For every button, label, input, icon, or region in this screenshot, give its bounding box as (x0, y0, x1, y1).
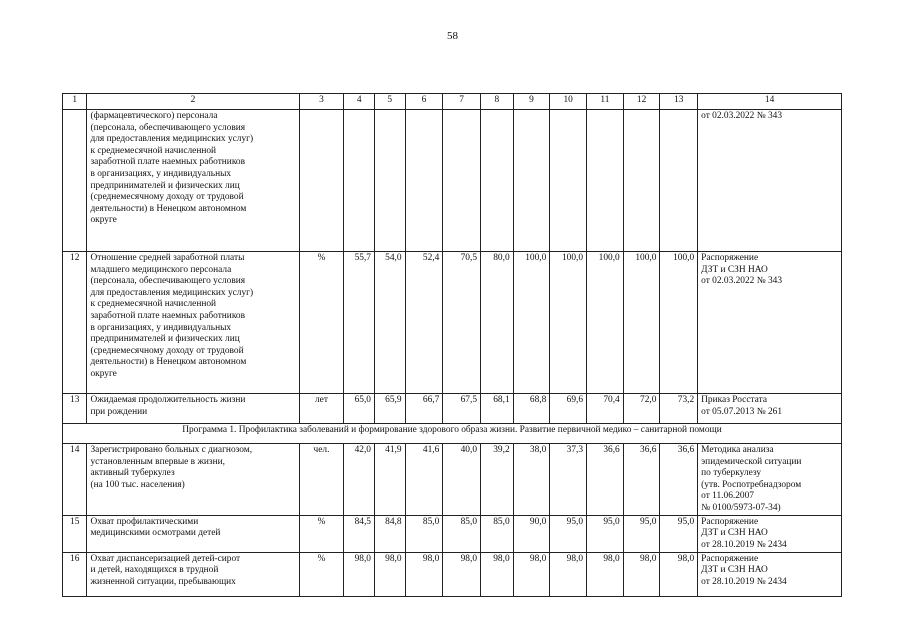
source-document-line: от 11.06.2007 (701, 491, 754, 502)
header-cell: 1 (63, 94, 87, 110)
source-document-line: Приказ Росстата (701, 395, 767, 405)
source-document-line: Распоряжение (701, 516, 759, 527)
value-cell: 39,2 (481, 444, 514, 516)
value-cell: 65,0 (344, 394, 375, 424)
source-document-line: № 0100/5973-07-34) (701, 502, 781, 513)
indicator-name (87, 394, 299, 424)
page-number: 58 (447, 30, 458, 42)
indicator-name-line: Охват диспансеризацией детей-сирот (90, 553, 241, 564)
unit-cell (299, 110, 344, 252)
unit-cell: % (299, 252, 344, 394)
header-cell: 9 (513, 94, 550, 110)
value-cell: 68,1 (481, 394, 514, 424)
indicator-name-line: установленным впервые в жизни, (90, 456, 226, 467)
value-cell: 95,0 (587, 515, 624, 552)
indicator-name-line: к среднемесячной начисленной (90, 299, 217, 310)
value-cell: 80,0 (481, 252, 514, 394)
value-cell: 98,0 (481, 552, 514, 596)
indicator-name-line: (среднемесячному доходу от трудовой (90, 345, 244, 356)
value-cell: 98,0 (344, 552, 375, 596)
table-header-row (63, 94, 842, 110)
value-cell (374, 110, 405, 252)
header-cell: 7 (443, 94, 481, 110)
indicator-name-line: жизненной ситуации, пребывающих (90, 576, 236, 587)
header-cell: 14 (698, 94, 842, 110)
value-cell: 36,6 (623, 444, 660, 516)
value-cell: 54,0 (374, 252, 405, 394)
value-cell (513, 110, 550, 252)
indicator-name-line: заработной плате наемных работников (90, 157, 246, 168)
source-document-line: от 28.10.2019 № 2434 (701, 539, 787, 550)
table-row (63, 394, 842, 424)
source-document (698, 444, 842, 516)
header-cell: 10 (550, 94, 587, 110)
indicator-name-line: в организациях, у индивидуальных (90, 168, 232, 179)
indicator-name-line: в организациях, у индивидуальных (90, 322, 232, 333)
value-cell: 68,8 (513, 394, 550, 424)
value-cell: 85,0 (481, 515, 514, 552)
source-document-line: Распоряжение (701, 253, 759, 263)
value-cell: 98,0 (550, 552, 587, 596)
source-document-line: эпидемической ситуации (701, 456, 802, 467)
value-cell: 65,9 (374, 394, 405, 424)
value-cell: 38,0 (513, 444, 550, 516)
header-cell: 4 (344, 94, 375, 110)
value-cell: 66,7 (405, 394, 443, 424)
source-document-line: (утв. Роспотребнадзором (701, 479, 802, 490)
table-row (63, 552, 842, 596)
value-cell: 70,4 (587, 394, 624, 424)
indicator-name-line: деятельности) в Ненецком автономном (90, 203, 247, 214)
indicator-name-line: заработной плате наемных работников (90, 310, 246, 321)
value-cell: 36,6 (660, 444, 698, 516)
value-cell: 100,0 (550, 252, 587, 394)
unit-cell: чел. (299, 444, 344, 516)
value-cell: 40,0 (443, 444, 481, 516)
value-cell: 100,0 (587, 252, 624, 394)
unit-cell: % (299, 552, 344, 596)
value-cell: 98,0 (405, 552, 443, 596)
source-document-line: ДЗТ и СЗН НАО (701, 264, 768, 275)
value-cell: 90,0 (513, 515, 550, 552)
source-document-line: от 02.03.2022 № 343 (701, 111, 783, 121)
source-document (698, 110, 842, 252)
value-cell: 95,0 (660, 515, 698, 552)
value-cell: 98,0 (587, 552, 624, 596)
value-cell: 98,0 (513, 552, 550, 596)
value-cell: 42,0 (344, 444, 375, 516)
row-number: 16 (63, 552, 87, 596)
value-cell: 41,6 (405, 444, 443, 516)
header-cell: 11 (587, 94, 624, 110)
indicator-name-line: округе (90, 368, 117, 379)
source-document-line: Распоряжение (701, 553, 759, 564)
header-cell: 12 (623, 94, 660, 110)
source-document (698, 552, 842, 596)
indicator-name (87, 444, 299, 516)
row-number: 15 (63, 515, 87, 552)
value-cell: 55,7 (344, 252, 375, 394)
header-cell: 8 (481, 94, 514, 110)
indicator-name-line: (персонала, обеспечивающего условия (90, 122, 246, 133)
indicator-name-line: к среднемесячной начисленной (90, 145, 217, 156)
indicator-name-line: Зарегистрировано больных с диагнозом, (90, 445, 253, 455)
value-cell: 100,0 (660, 252, 698, 394)
indicator-name-line: активный туберкулез (90, 468, 175, 479)
value-cell (443, 110, 481, 252)
source-document (698, 252, 842, 394)
value-cell: 98,0 (623, 552, 660, 596)
source-document-line: от 05.07.2013 № 261 (701, 406, 783, 417)
indicator-name-line: Ожидаемая продолжительность жизни (90, 395, 246, 405)
source-document (698, 515, 842, 552)
indicator-name-line: деятельности) в Ненецком автономном (90, 357, 247, 368)
source-document-line: Методика анализа (701, 445, 774, 455)
table-body (63, 94, 842, 597)
table-row (63, 110, 842, 252)
indicator-name (87, 515, 299, 552)
value-cell: 98,0 (374, 552, 405, 596)
value-cell: 85,0 (405, 515, 443, 552)
value-cell: 98,0 (660, 552, 698, 596)
value-cell: 41,9 (374, 444, 405, 516)
indicator-name-line: Охват профилактическими (90, 516, 199, 527)
value-cell: 85,0 (443, 515, 481, 552)
indicator-name-line: округе (90, 215, 117, 226)
value-cell (344, 110, 375, 252)
value-cell: 95,0 (623, 515, 660, 552)
table-row (63, 444, 842, 516)
source-document-line: ДЗТ и СЗН НАО (701, 528, 768, 539)
value-cell: 100,0 (513, 252, 550, 394)
value-cell: 84,8 (374, 515, 405, 552)
value-cell: 36,6 (587, 444, 624, 516)
value-cell: 95,0 (550, 515, 587, 552)
program-title: Программа 1. Профилактика заболеваний и формирование здорового образа жизни. Развитие первичной медико – санитарной помощи (63, 424, 842, 444)
indicator-name-line: младшего медицинского персонала (90, 264, 232, 275)
table-row (63, 252, 842, 394)
indicator-name (87, 252, 299, 394)
header-cell: 5 (374, 94, 405, 110)
row-number: 13 (63, 394, 87, 424)
header-cell: 2 (87, 94, 299, 110)
value-cell: 70,5 (443, 252, 481, 394)
indicator-name (87, 552, 299, 596)
value-cell: 98,0 (443, 552, 481, 596)
value-cell (660, 110, 698, 252)
value-cell: 100,0 (623, 252, 660, 394)
indicators-table (62, 93, 842, 597)
row-number: 14 (63, 444, 87, 516)
indicator-name (87, 110, 299, 252)
header-cell: 13 (660, 94, 698, 110)
unit-cell: лет (299, 394, 344, 424)
value-cell (587, 110, 624, 252)
value-cell: 84,5 (344, 515, 375, 552)
program-row (63, 424, 842, 444)
indicator-name-line: и детей, находящихся в трудной (90, 565, 219, 576)
indicator-name-line: (среднемесячному доходу от трудовой (90, 192, 244, 203)
source-document-line: по туберкулезу (701, 468, 762, 479)
value-cell: 52,4 (405, 252, 443, 394)
value-cell (550, 110, 587, 252)
value-cell (623, 110, 660, 252)
indicator-name-line: (персонала, обеспечивающего условия (90, 276, 246, 287)
indicator-name-line: при рождении (90, 406, 148, 417)
indicator-name-line: предпринимателей и физических лиц (90, 334, 240, 345)
indicator-name-line: (на 100 тыс. населения) (90, 479, 185, 490)
source-document (698, 394, 842, 424)
value-cell: 37,3 (550, 444, 587, 516)
indicator-name-line: медицинскими осмотрами детей (90, 528, 221, 539)
value-cell: 72,0 (623, 394, 660, 424)
row-number (63, 110, 87, 252)
indicator-name-line: (фармацевтического) персонала (90, 111, 218, 121)
row-number: 12 (63, 252, 87, 394)
indicator-name-line: для предоставления медицинских услуг) (90, 287, 254, 298)
value-cell: 69,6 (550, 394, 587, 424)
value-cell (405, 110, 443, 252)
source-document-line: ДЗТ и СЗН НАО (701, 565, 768, 576)
table-row (63, 515, 842, 552)
unit-cell: % (299, 515, 344, 552)
indicator-name-line: для предоставления медицинских услуг) (90, 134, 254, 145)
indicator-name-line: предпринимателей и физических лиц (90, 180, 240, 191)
source-document-line: от 28.10.2019 № 2434 (701, 576, 787, 587)
source-document-line: от 02.03.2022 № 343 (701, 276, 783, 287)
value-cell (481, 110, 514, 252)
value-cell: 73,2 (660, 394, 698, 424)
header-cell: 6 (405, 94, 443, 110)
header-cell: 3 (299, 94, 344, 110)
indicator-name-line: Отношение средней заработной платы (90, 253, 245, 263)
value-cell: 67,5 (443, 394, 481, 424)
